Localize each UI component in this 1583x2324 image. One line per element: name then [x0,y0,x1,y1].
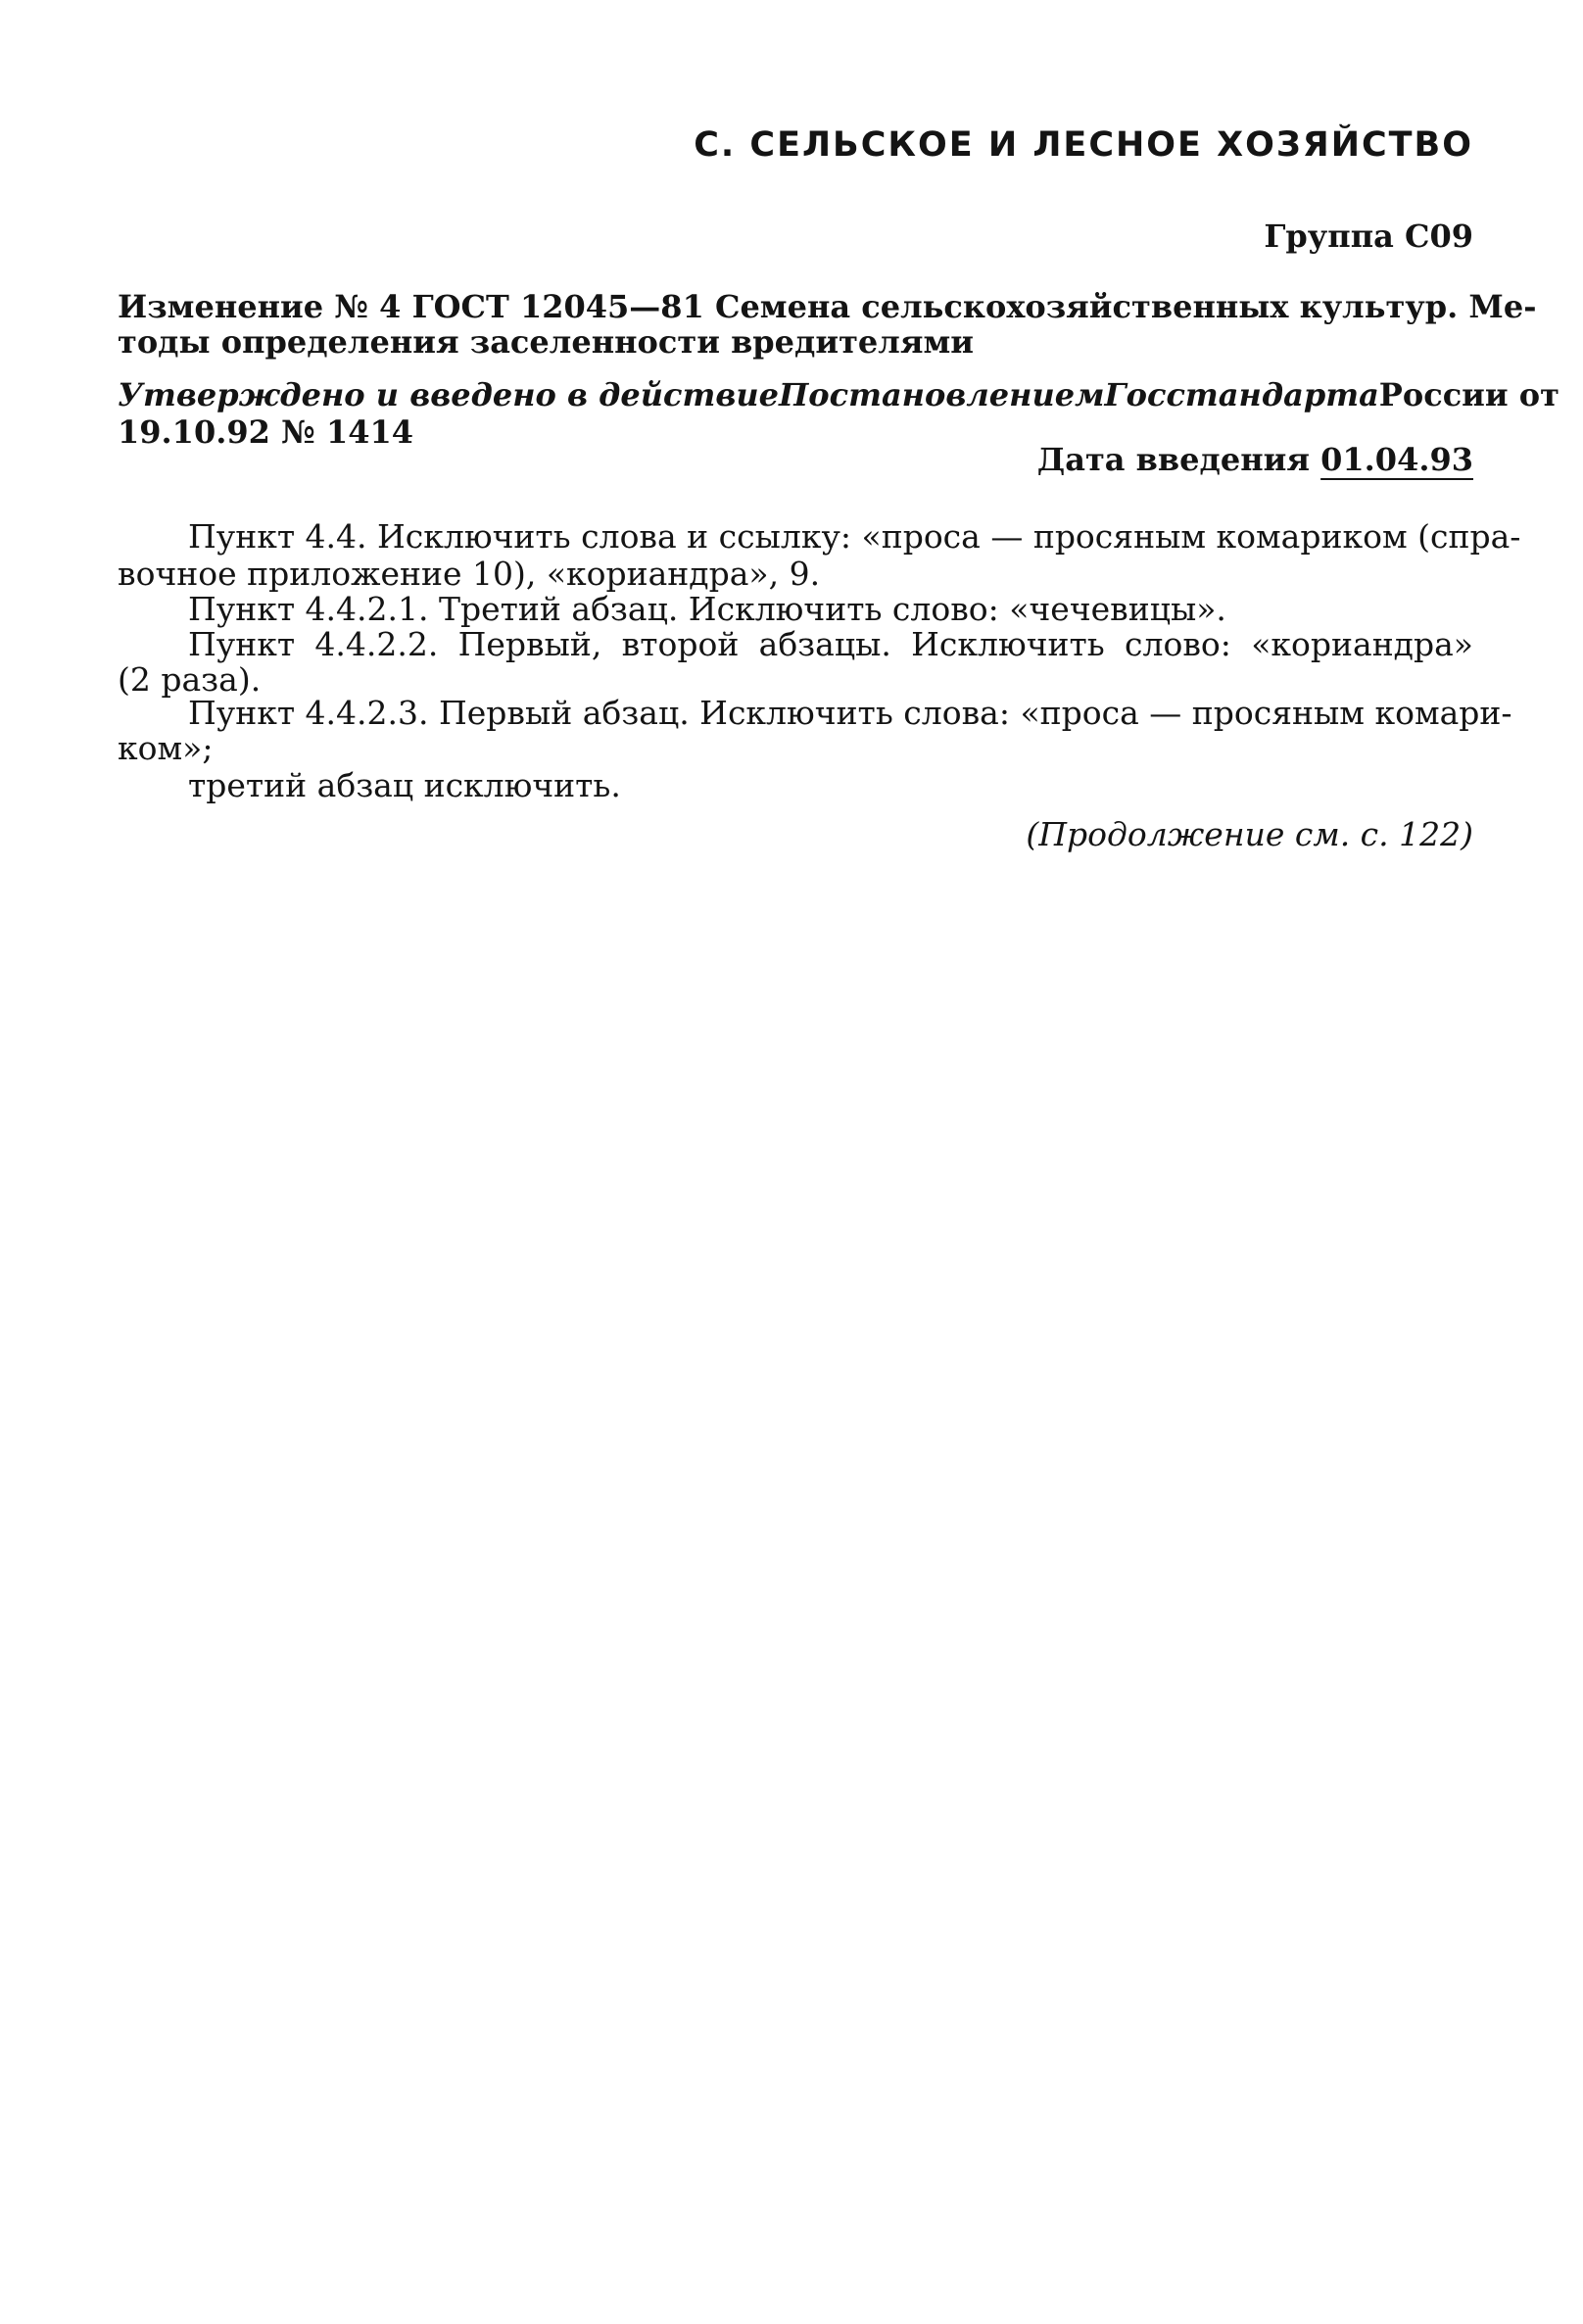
approval-decree-number: 19.10.92 № 1414 [118,413,413,451]
body-line: Пункт 4.4.2.2. Первый, второй абзацы. Исключить слово: «кориандра» [188,625,1473,663]
continuation-note: (Продолжение см. с. 122) [1026,815,1473,853]
approval-line [118,376,1559,413]
approval-country: России от [1378,376,1559,413]
amendment-title-line-2: тоды определения заселенности вредителями [118,323,975,361]
approval-authority: Госстандарта [1104,376,1379,413]
body-line: ком»; [118,729,214,767]
body-line: Пункт 4.4.2.3. Первый абзац. Исключить слова: «проса — просяным комари- [188,694,1512,732]
body-line: Пункт 4.4. Исключить слова и ссылку: «проса — просяным комариком (спра- [188,517,1521,556]
approval-decree: Постановлением [779,376,1105,413]
approval-text: Утверждено и введено в действие [118,376,780,413]
section-title: С. СЕЛЬСКОЕ И ЛЕСНОЕ ХОЗЯЙСТВО [694,125,1473,165]
effective-date [1037,441,1473,478]
amendment-title-line-1: Изменение № 4 ГОСТ 12045—81 Семена сельскохозяйственных культур. Ме- [118,288,1537,325]
group-label: Группа С09 [1264,218,1473,255]
effective-date-label: Дата введения [1036,441,1310,478]
effective-date-value: 01.04.93 [1320,441,1473,478]
body-line: Пункт 4.4.2.1. Третий абзац. Исключить слово: «чечевицы». [188,590,1226,628]
body-line: вочное приложение 10), «кориандра», 9. [118,555,821,593]
body-line: третий абзац исключить. [188,766,621,804]
body-line: (2 раза). [118,660,262,699]
